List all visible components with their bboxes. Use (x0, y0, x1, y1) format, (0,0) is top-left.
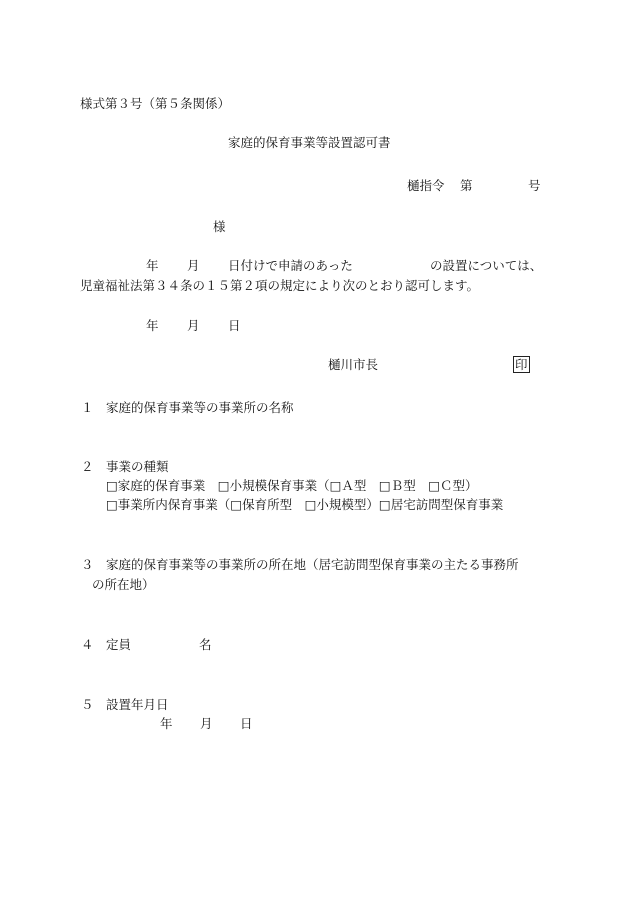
seal-label: 印 (515, 357, 528, 372)
item-2-number: ２ (81, 459, 94, 474)
intro-date-text: 日付けで申請のあった (228, 258, 353, 273)
intro-line-2: 児童福祉法第３４条の１５第２項の規定により次のとおり認可します。 (80, 278, 480, 293)
establishment-month: 月 (200, 716, 213, 731)
intro-year: 年 (146, 258, 159, 273)
seal-stamp (513, 356, 530, 373)
issue-year: 年 (146, 318, 159, 333)
intro-setchi-text: の設置については、 (430, 258, 543, 273)
doc-ref-go: 号 (528, 178, 541, 193)
business-type-options-row-2: □事業所内保育事業（□保育所型 □小規模型）□居宅訪問型保育事業 (106, 497, 504, 512)
business-type-options-row-1: □家庭的保育事業 □小規模保育事業（□Ａ型 □Ｂ型 □Ｃ型） (106, 478, 478, 493)
capacity-unit: 名 (199, 637, 212, 652)
item-4-label: 定員 (106, 637, 132, 652)
establishment-day: 日 (240, 716, 253, 731)
establishment-year: 年 (160, 716, 173, 731)
addressee-suffix: 様 (213, 219, 226, 234)
doc-ref-prefix: 樋指令 (407, 178, 445, 193)
intro-month: 月 (187, 258, 200, 273)
item-3-number: ３ (81, 557, 94, 572)
item-3-label-continuation: の所在地） (92, 577, 155, 592)
item-4-number: ４ (81, 637, 94, 652)
form-number: 様式第３号（第５条関係） (80, 96, 231, 111)
issue-month: 月 (187, 318, 200, 333)
issuer-name: 樋川市長 (328, 357, 379, 372)
item-5-number: ５ (81, 697, 94, 712)
item-1-label: 家庭的保育事業等の事業所の名称 (106, 400, 294, 415)
issue-day: 日 (228, 318, 241, 333)
item-1-number: １ (81, 400, 94, 415)
document-title: 家庭的保育事業等設置認可書 (228, 135, 391, 150)
item-3-label: 家庭的保育事業等の事業所の所在地（居宅訪問型保育事業の主たる事務所 (106, 557, 519, 572)
doc-ref-dai: 第 (460, 178, 473, 193)
item-2-label: 事業の種類 (106, 459, 169, 474)
item-5-label: 設置年月日 (106, 697, 169, 712)
